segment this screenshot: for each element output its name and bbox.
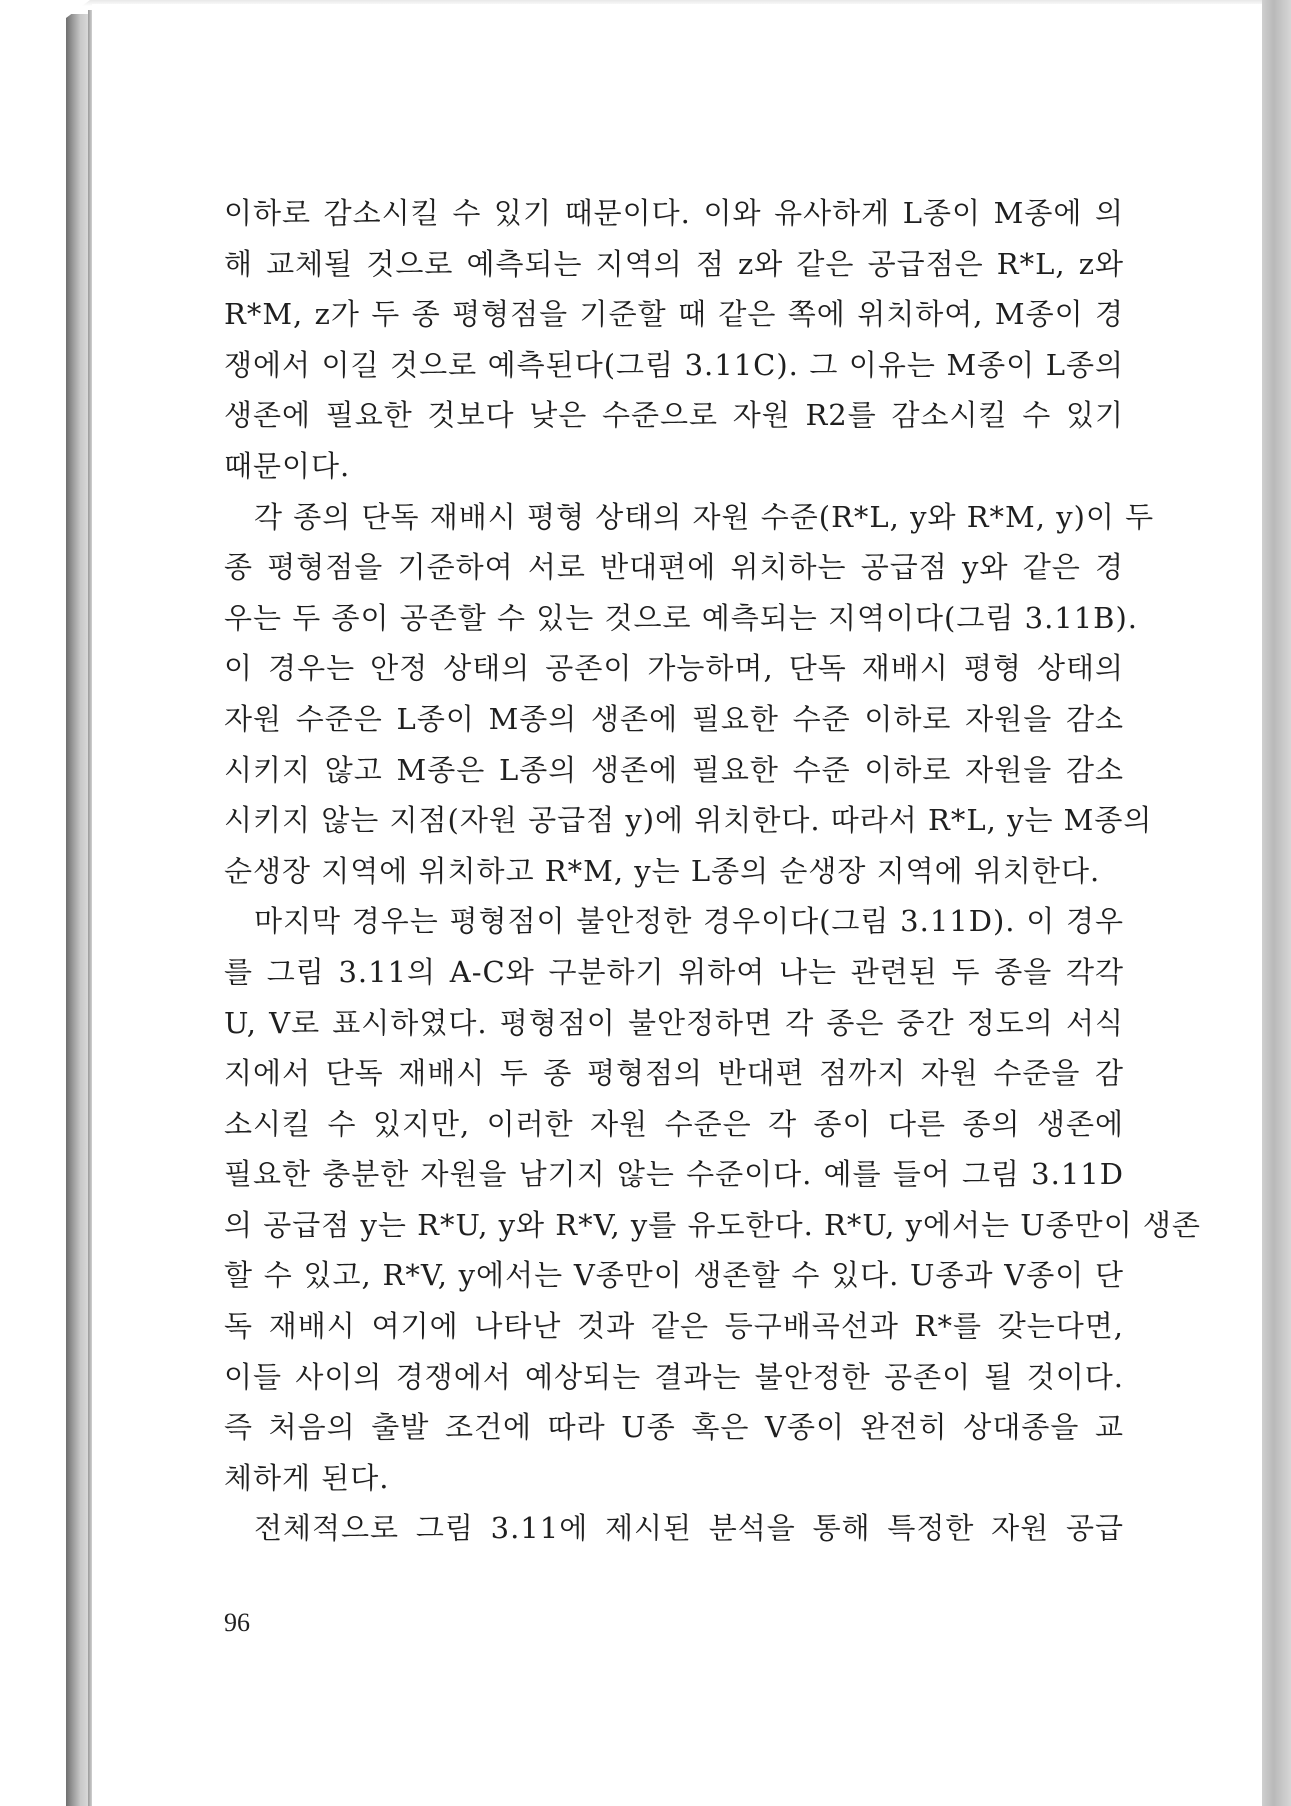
text-line: 종 평형점을 기준하여 서로 반대편에 위치하는 공급점 y와 같은 경 — [224, 550, 1124, 585]
text-line: 이들 사이의 경쟁에서 예상되는 결과는 불안정한 공존이 될 것이다. — [224, 1359, 1124, 1394]
text-line: R*M, z가 두 종 평형점을 기준할 때 같은 쪽에 위치하여, M종이 경 — [224, 297, 1124, 332]
book-spine — [66, 14, 90, 1806]
text-line: 자원 수준은 L종이 M종의 생존에 필요한 수준 이하로 자원을 감소 — [224, 701, 1124, 736]
text-line: 시키지 않고 M종은 L종의 생존에 필요한 수준 이하로 자원을 감소 — [224, 752, 1124, 787]
text-line: 이하로 감소시킬 수 있기 때문이다. 이와 유사하게 L종이 M종에 의 — [224, 196, 1124, 230]
text-line: 독 재배시 여기에 나타난 것과 같은 등구배곡선과 R*를 갖는다면, — [224, 1309, 1124, 1344]
text-line: 쟁에서 이길 것으로 예측된다(그림 3.11C). 그 이유는 M종이 L종의 — [224, 347, 1124, 382]
text-line: 필요한 충분한 자원을 남기지 않는 수준이다. 예를 들어 그림 3.11D — [224, 1157, 1124, 1192]
text-line: 소시킬 수 있지만, 이러한 자원 수준은 각 종이 다른 종의 생존에 — [224, 1106, 1124, 1141]
text-line: 지에서 단독 재배시 두 종 평형점의 반대편 점까지 자원 수준을 감 — [224, 1056, 1124, 1091]
text-line: 이 경우는 안정 상태의 공존이 가능하며, 단독 재배시 평형 상태의 — [224, 651, 1124, 686]
paragraph-start-line: 마지막 경우는 평형점이 불안정한 경우이다(그림 3.11D). 이 경우 — [254, 904, 1124, 939]
text-line: 시키지 않는 지점(자원 공급점 y)에 위치한다. 따라서 R*L, y는 M종의 — [224, 803, 1153, 838]
text-line: 해 교체될 것으로 예측되는 지역의 점 z와 같은 공급점은 R*L, z와 — [224, 246, 1124, 281]
text-line: 순생장 지역에 위치하고 R*M, y는 L종의 순생장 지역에 위치한다. — [224, 853, 1101, 888]
text-line: 할 수 있고, R*V, y에서는 V종만이 생존할 수 있다. U종과 V종이 단 — [224, 1258, 1124, 1293]
text-line: 즉 처음의 출발 조건에 따라 U종 혹은 V종이 완전히 상대종을 교 — [224, 1410, 1124, 1445]
text-line: 생존에 필요한 것보다 낮은 수준으로 자원 R2를 감소시킬 수 있기 — [224, 398, 1124, 433]
body-text — [224, 188, 1201, 1554]
text-line: 를 그림 3.11의 A-C와 구분하기 위하여 나는 관련된 두 종을 각각 — [224, 954, 1124, 989]
text-line: 때문이다. — [224, 448, 351, 483]
book-corner — [66, 0, 90, 18]
paragraph-start-line: 각 종의 단독 재배시 평형 상태의 자원 수준(R*L, y와 R*M, y)이 두 — [254, 499, 1155, 534]
text-line: 의 공급점 y는 R*U, y와 R*V, y를 유도한다. R*U, y에서는 U종만이 생존 — [224, 1207, 1201, 1242]
page-edge-shadow — [1262, 0, 1291, 1806]
page-number: 96 — [224, 1608, 250, 1637]
text-line: 체하게 된다. — [224, 1460, 390, 1495]
paragraph-start-line: 전체적으로 그림 3.11에 제시된 분석을 통해 특정한 자원 공급 — [254, 1511, 1124, 1546]
text-line: 우는 두 종이 공존할 수 있는 것으로 예측되는 지역이다(그림 3.11B). — [224, 600, 1139, 635]
text-line: U, V로 표시하였다. 평형점이 불안정하면 각 종은 중간 정도의 서식 — [224, 1005, 1124, 1040]
